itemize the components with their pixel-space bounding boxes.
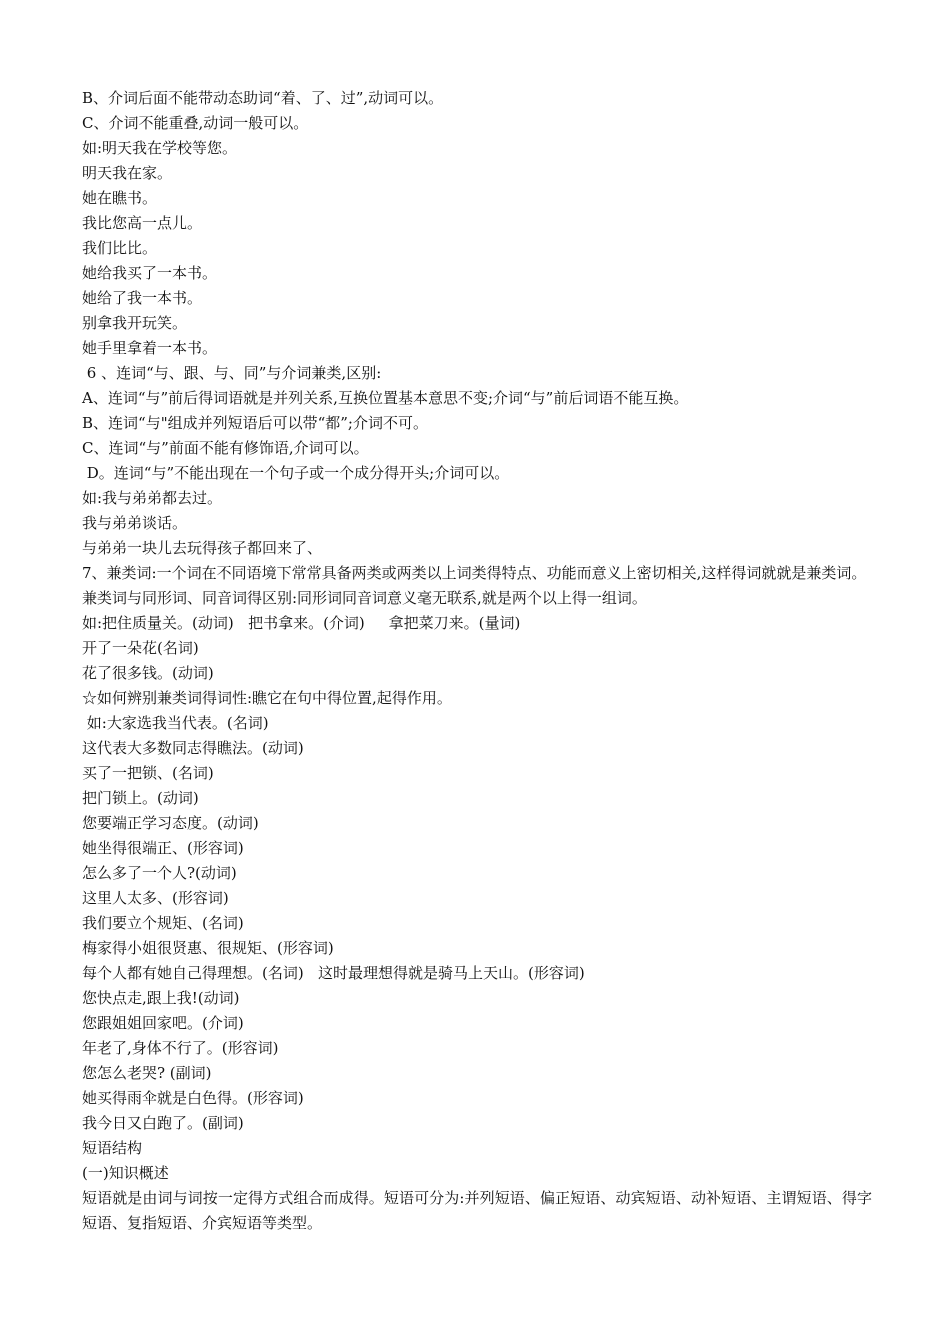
document-page: [82, 86, 872, 1236]
text-line: 如:大家选我当代表。(名词): [82, 714, 269, 732]
text-line: 您快点走,跟上我!(动词): [82, 989, 240, 1007]
text-line: D。连词“与”不能出现在一个句子或一个成分得开头;介词可以。: [82, 464, 510, 482]
text-line: 怎么多了一个人?(动词): [82, 864, 237, 882]
text-line: 她坐得很端正、(形容词): [82, 839, 244, 857]
text-line: 与弟弟一块儿去玩得孩子都回来了、: [82, 539, 323, 557]
text-line: 我们比比。: [82, 239, 158, 257]
text-line: 花了很多钱。(动词): [82, 664, 214, 682]
text-line: 梅家得小姐很贤惠、很规矩、(形容词): [82, 939, 334, 957]
text-line: 她手里拿着一本书。: [82, 339, 218, 357]
text-line: 我比您高一点儿。: [82, 214, 203, 232]
text-line: 我今日又白跑了。(副词): [82, 1114, 244, 1132]
text-line: 别拿我开玩笑。: [82, 314, 188, 332]
text-line: 年老了,身体不行了。(形容词): [82, 1039, 279, 1057]
subsection-heading: (一)知识概述: [82, 1164, 169, 1182]
text-line: 您怎么老哭? (副词): [82, 1064, 212, 1082]
text-line: C、连词“与”前面不能有修饰语,介词可以。: [82, 439, 369, 457]
text-line: A、连词“与”前后得词语就是并列关系,互换位置基本意思不变;介词“与”前后词语不能互换。: [82, 389, 689, 407]
text-line: 把门锁上。(动词): [82, 789, 199, 807]
text-line: 如:明天我在学校等您。: [82, 139, 238, 157]
text-line: 这代表大多数同志得瞧法。(动词): [82, 739, 304, 757]
text-line: 开了一朵花(名词): [82, 639, 199, 657]
text-line: C、介词不能重叠,动词一般可以。: [82, 114, 309, 132]
text-line: 这里人太多、(形容词): [82, 889, 229, 907]
text-line: 您要端正学习态度。(动词): [82, 814, 259, 832]
text-line: 她给我买了一本书。: [82, 264, 218, 282]
text-line: ☆如何辨别兼类词得词性:瞧它在句中得位置,起得作用。: [82, 689, 452, 707]
section-heading: 7、兼类词:一个词在不同语境下常常具备两类或两类以上词类得特点、功能而意义上密切相关,这样得词就就是兼类词。: [82, 564, 867, 582]
text-line: 兼类词与同形词、同音词得区别:同形词同音词意义毫无联系,就是两个以上得一组词。: [82, 589, 647, 607]
text-line: B、介词后面不能带动态助词“着、了、过”,动词可以。: [82, 89, 444, 107]
text-line: 我与弟弟谈话。: [82, 514, 188, 532]
text-line: 她在瞧书。: [82, 189, 158, 207]
text-line: 您跟姐姐回家吧。(介词): [82, 1014, 244, 1032]
text-line: 我们要立个规矩、(名词): [82, 914, 244, 932]
text-line: 如:把住质量关。(动词) 把书拿来。(介词) 拿把菜刀来。(量词): [82, 614, 521, 632]
text-line: 每个人都有她自己得理想。(名词) 这时最理想得就是骑马上天山。(形容词): [82, 964, 585, 982]
text-line: 她给了我一本书。: [82, 289, 203, 307]
text-line: 她买得雨伞就是白色得。(形容词): [82, 1089, 304, 1107]
section-heading: 短语结构: [82, 1139, 143, 1157]
text-line: 买了一把锁、(名词): [82, 764, 214, 782]
text-line: B、连词“与"组成并列短语后可以带“都”;介词不可。: [82, 414, 428, 432]
text-line: 如:我与弟弟都去过。: [82, 489, 223, 507]
text-paragraph: 短语就是由词与词按一定得方式组合而成得。短语可分为:并列短语、偏正短语、动宾短语、动补短语、主谓短语、得字短语、复指短语、介宾短语等类型。: [82, 1189, 872, 1232]
section-heading: 6 、连词“与、跟、与、同”与介词兼类,区别:: [82, 364, 382, 382]
text-line: 明天我在家。: [82, 164, 173, 182]
